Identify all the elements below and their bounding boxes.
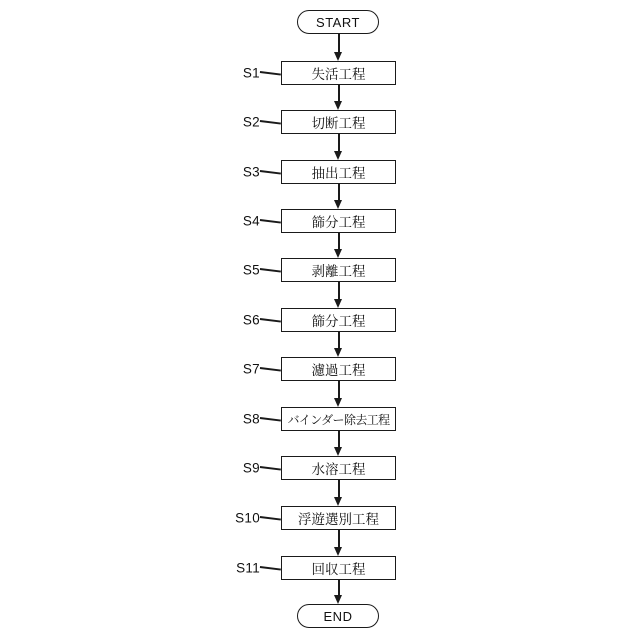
label-connector-line	[260, 219, 281, 223]
process-box-label: 抽出工程	[311, 166, 366, 181]
label-connector-line	[260, 417, 281, 421]
arrow-down-icon	[338, 85, 340, 101]
step-id-label: S3	[242, 164, 260, 180]
process-box	[281, 556, 396, 580]
process-box	[281, 209, 396, 233]
arrow-down-icon	[338, 431, 340, 447]
label-connector-line	[260, 318, 281, 322]
step-id-label: S9	[242, 460, 260, 476]
process-box-label: 水溶工程	[311, 462, 366, 477]
start-terminal	[297, 10, 379, 34]
step-row-s2	[0, 110, 640, 134]
label-connector-line	[260, 566, 281, 570]
process-box	[281, 506, 396, 530]
step-id-label: S8	[242, 411, 260, 427]
step-id-label: S10	[235, 510, 260, 526]
process-box	[281, 110, 396, 134]
step-row-s4	[0, 209, 640, 233]
process-box-label: 切断工程	[311, 116, 366, 131]
arrow-down-icon	[338, 34, 340, 52]
step-row-s1	[0, 61, 640, 85]
arrow-down-icon	[338, 134, 340, 151]
process-box	[281, 258, 396, 282]
process-box-label: 濾過工程	[311, 363, 366, 378]
process-box	[281, 407, 396, 431]
label-connector-line	[260, 120, 281, 124]
process-box-label: 剥離工程	[311, 264, 366, 279]
step-row-s10	[0, 506, 640, 530]
step-row-s3	[0, 160, 640, 184]
process-box-label: 失活工程	[311, 67, 366, 82]
arrow-down-icon	[338, 233, 340, 249]
label-connector-line	[260, 268, 281, 272]
process-box-label: 篩分工程	[311, 215, 366, 230]
step-id-label: S5	[242, 262, 260, 278]
process-box	[281, 357, 396, 381]
arrow-down-icon	[338, 184, 340, 200]
end-terminal	[297, 604, 379, 628]
process-box-label: 回収工程	[311, 562, 366, 577]
process-box	[281, 308, 396, 332]
label-connector-line	[260, 466, 281, 470]
arrow-down-icon	[338, 580, 340, 595]
label-connector-line	[260, 71, 281, 75]
step-id-label: S2	[242, 114, 260, 130]
step-row-s6	[0, 308, 640, 332]
step-id-label: S11	[236, 560, 260, 576]
step-id-label: S7	[242, 361, 260, 377]
arrow-down-icon	[338, 381, 340, 398]
arrow-down-icon	[338, 480, 340, 497]
process-box	[281, 160, 396, 184]
step-row-s5	[0, 258, 640, 282]
arrow-down-icon	[338, 332, 340, 348]
arrow-down-icon	[338, 282, 340, 299]
process-box-label: 浮遊選別工程	[298, 512, 379, 527]
process-box-label: バインダー除去工程	[287, 412, 390, 427]
step-id-label: S4	[242, 213, 260, 229]
start-terminal-label: START	[316, 14, 360, 30]
step-id-label: S1	[242, 65, 260, 81]
process-box	[281, 61, 396, 85]
label-connector-line	[260, 170, 281, 174]
label-connector-line	[260, 367, 281, 371]
process-box-label: 篩分工程	[311, 314, 366, 329]
step-row-s8	[0, 407, 640, 431]
step-row-s9	[0, 456, 640, 480]
step-row-s11	[0, 556, 640, 580]
process-box	[281, 456, 396, 480]
arrow-down-icon	[338, 530, 340, 547]
step-id-label: S6	[242, 312, 260, 328]
end-terminal-label: END	[323, 608, 353, 624]
label-connector-line	[260, 516, 281, 520]
step-row-s7	[0, 357, 640, 381]
